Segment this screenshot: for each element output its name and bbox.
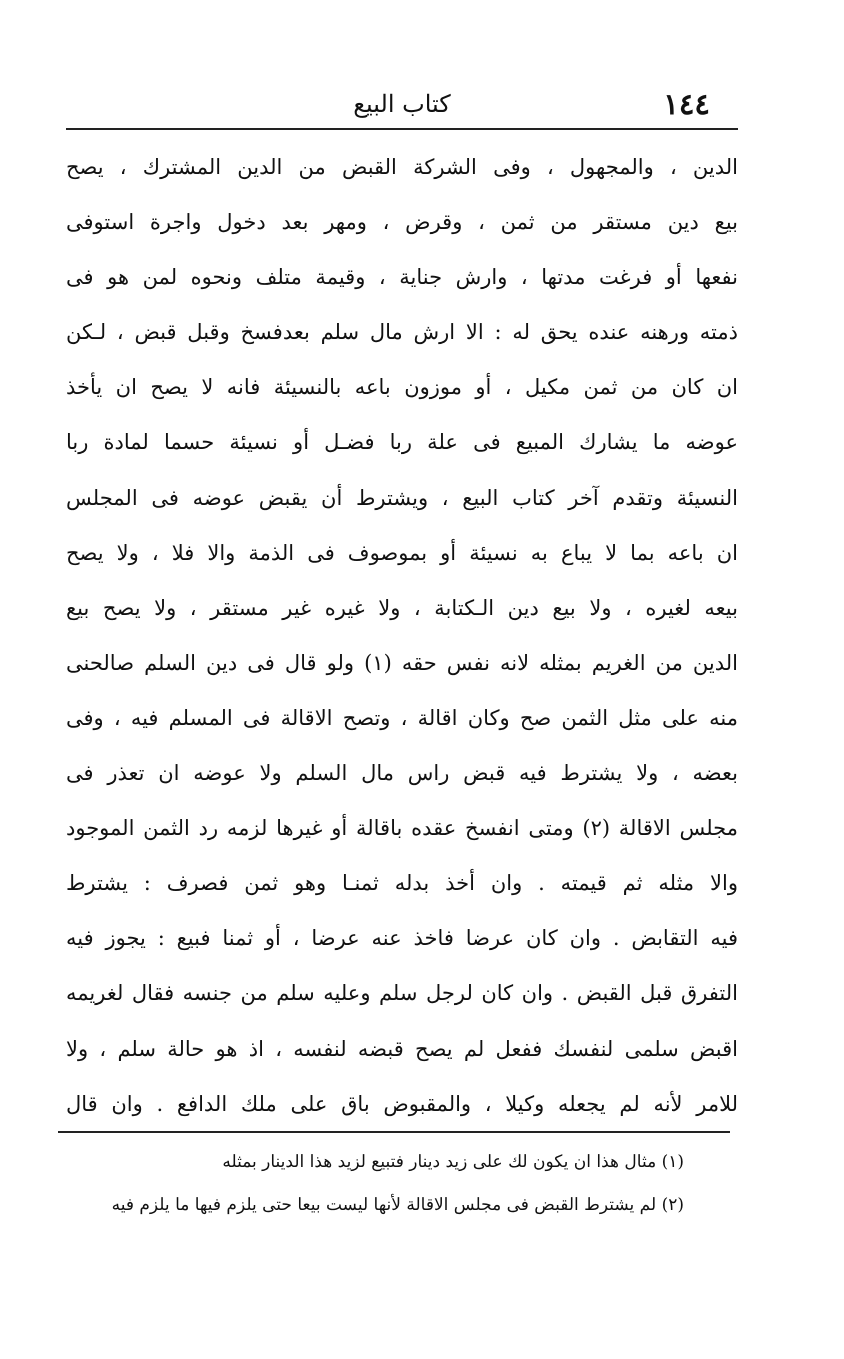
text-line: والا مثله ثم قيمته . وان أخذ بدله ثمنـا وهو ثمن فصرف : يشترط	[66, 871, 738, 896]
text-line: بيعه لغيره ، ولا بيع دين الـكتابة ، ولا غيره غير مستقر ، ولا يصح بيع	[66, 595, 738, 620]
text-line: ذمته ورهنه عنده يحق له : الا ارش مال سلم بعدفسخ وقبل قبض ، لـكن	[66, 320, 738, 345]
text-line: الدين من الغريم بمثله لانه نفس حقه (١) ولو قال فى دين السلم صالحنى	[66, 650, 738, 675]
text-line: بيع دين مستقر من ثمن ، وقرض ، ومهر بعد دخول واجرة استوفى	[66, 210, 738, 235]
text-line: بعضه ، ولا يشترط فيه قبض راس مال السلم ولا عوضه ان تعذر فى	[66, 761, 738, 786]
text-line: اقبض سلمى لنفسك ففعل لم يصح قبضه لنفسه ، اذ هو حالة سلم ، ولا	[66, 1036, 738, 1061]
body-text	[66, 140, 738, 1132]
text-line: نفعها أو فرغت مدتها ، وارش جناية ، وقيمة متلف ونحوه لمن هو فى	[66, 265, 738, 290]
running-title: كتاب البيع	[353, 90, 451, 118]
text-line: ان باعه بما لا يباع به نسيئة أو بموصوف فى الذمة والا فلا ، ولا يصح	[66, 540, 738, 565]
page-number: ١٤٤	[663, 87, 710, 121]
text-line: منه على مثل الثمن صح وكان اقالة ، وتصح الاقالة فى المسلم فيه ، وفى	[66, 705, 738, 730]
text-line: ان كان من ثمن مكيل ، أو موزون باعه بالنسيئة فانه لا يصح ان يأخذ	[66, 375, 738, 400]
footnote-rule	[58, 1131, 730, 1133]
text-line: عوضه ما يشارك المبيع فى علة ربا فضـل أو نسيئة حسما لمادة ربا	[66, 430, 738, 455]
footnotes	[60, 1141, 684, 1227]
text-line: فيه التقابض . وان كان عرضا فاخذ عنه عرضا ، أو ثمنا فبيع : يجوز فيه	[66, 926, 738, 951]
text-line: التفرق قبل القبض . وان كان لرجل سلم وعليه سلم من جنسه فقال لغريمه	[66, 981, 738, 1006]
footnote-1: (١) مثال هذا ان يكون لك على زيد دينار فتبيع لزيد هذا الدينار بمثله	[222, 1152, 684, 1172]
text-line: للامر لأنه لم يجعله وكيلا ، والمقبوض باق على ملك الدافع . وان قال	[66, 1091, 738, 1116]
footnote-2: (٢) لم يشترط القبض فى مجلس الاقالة لأنها ليست بيعا حتى يلزم فيها ما يلزم فيه	[111, 1195, 684, 1215]
header-rule	[66, 128, 738, 130]
text-line: الدين ، والمجهول ، وفى الشركة القبض من الدين المشترك ، يصح	[66, 155, 738, 179]
text-line: مجلس الاقالة (٢) ومتى انفسخ عقده باقالة أو غيرها لزمه رد الثمن الموجود	[66, 816, 738, 841]
page-header	[68, 84, 736, 128]
text-line: النسيئة وتقدم آخر كتاب البيع ، ويشترط أن يقبض عوضه فى المجلس	[66, 485, 738, 510]
